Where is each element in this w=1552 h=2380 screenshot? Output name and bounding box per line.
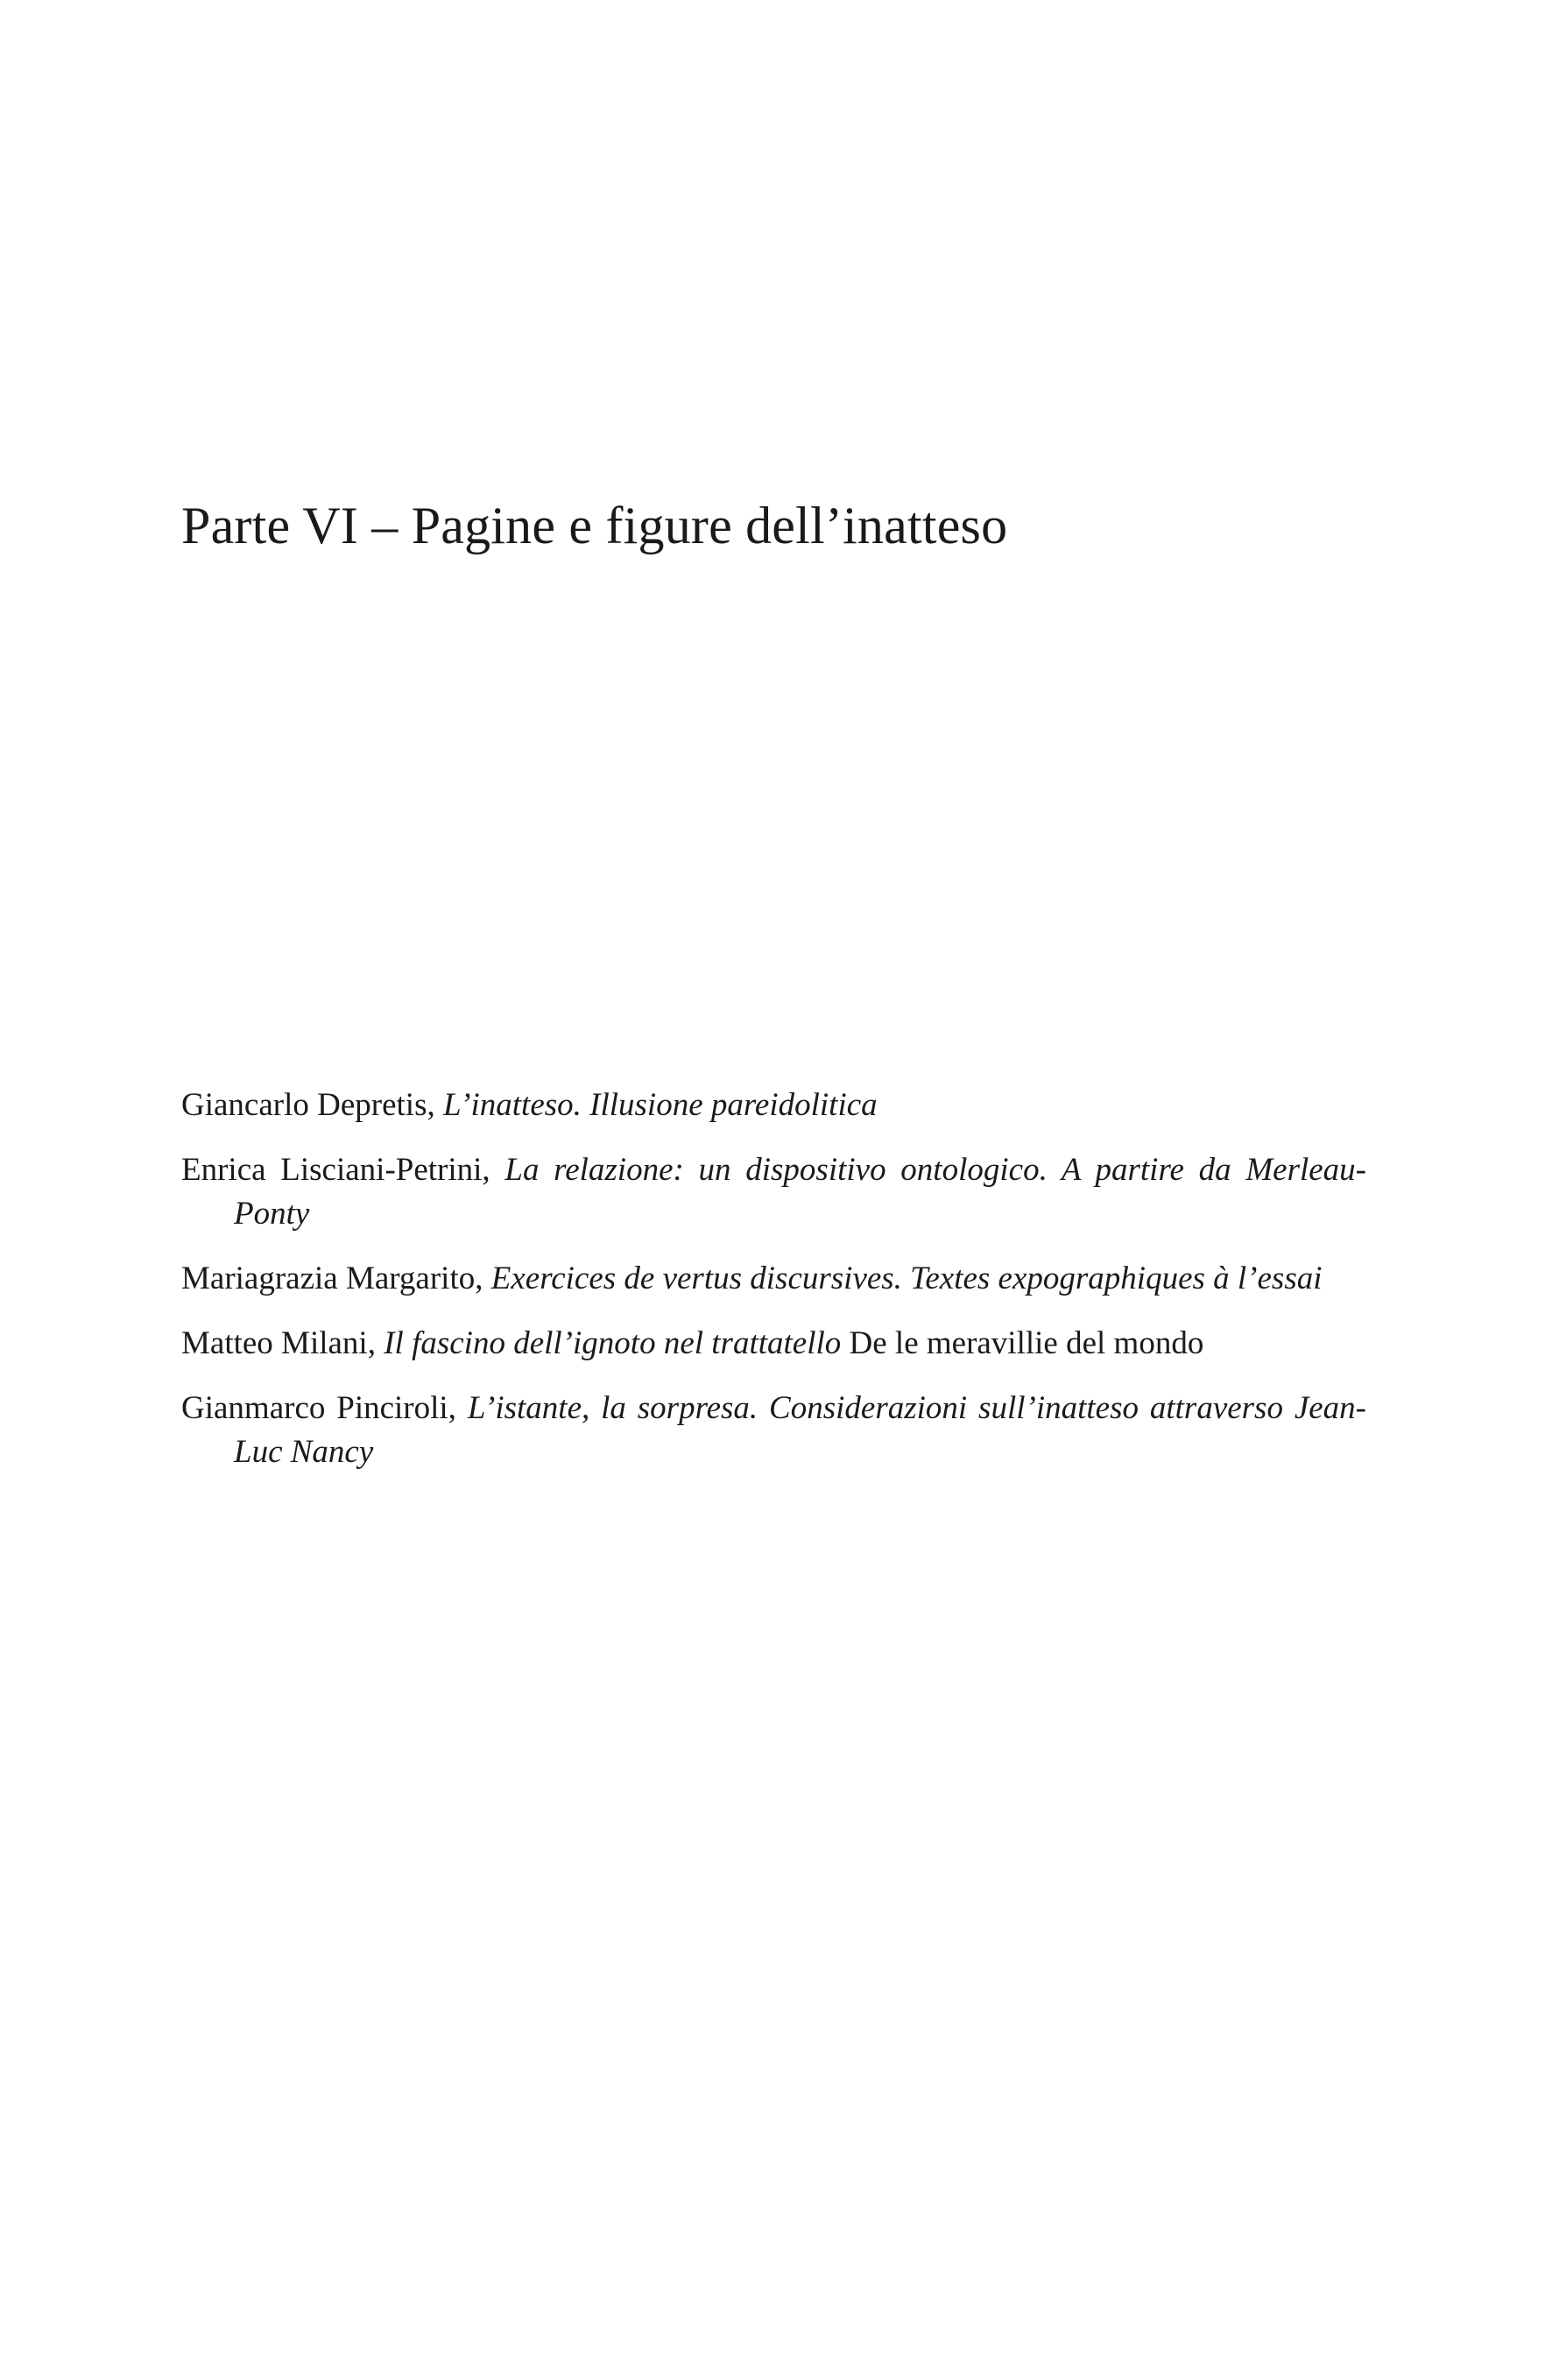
toc-entry-author: Gianmarco Pinciroli, xyxy=(181,1390,468,1426)
toc-entry-title-tail: De le meravillie del mondo xyxy=(841,1325,1204,1361)
part-title: Parte VI – Pagine e figure dell’inatteso xyxy=(181,497,1008,554)
toc-entry xyxy=(181,1148,1366,1236)
toc-entry xyxy=(181,1322,1366,1366)
toc-entry-title: Il fascino dell’ignoto nel trattatello xyxy=(384,1325,842,1361)
toc-entry-author: Matteo Milani, xyxy=(181,1325,384,1361)
toc-entry xyxy=(181,1257,1366,1301)
toc-entry xyxy=(181,1084,1366,1127)
toc-entry-title: L’inatteso. Illusione pareidolitica xyxy=(442,1087,878,1123)
toc-entry-title: Exercices de vertus discursives. Textes expographiques à l’essai xyxy=(490,1261,1323,1296)
toc-entry-title: La relazione: un dispositivo ontologico. A partire da Merleau-Ponty xyxy=(234,1152,1366,1232)
table-of-contents xyxy=(181,1084,1366,1495)
toc-entry-author: Mariagrazia Margarito, xyxy=(181,1261,491,1296)
toc-entry-author: Giancarlo Depretis, xyxy=(181,1087,443,1123)
toc-entry-title: L’istante, la sorpresa. Considerazioni sull’inatteso attraverso Jean-Luc Nancy xyxy=(234,1390,1366,1470)
toc-entry-author: Enrica Lisciani-Petrini, xyxy=(181,1152,505,1188)
toc-entry xyxy=(181,1387,1366,1474)
